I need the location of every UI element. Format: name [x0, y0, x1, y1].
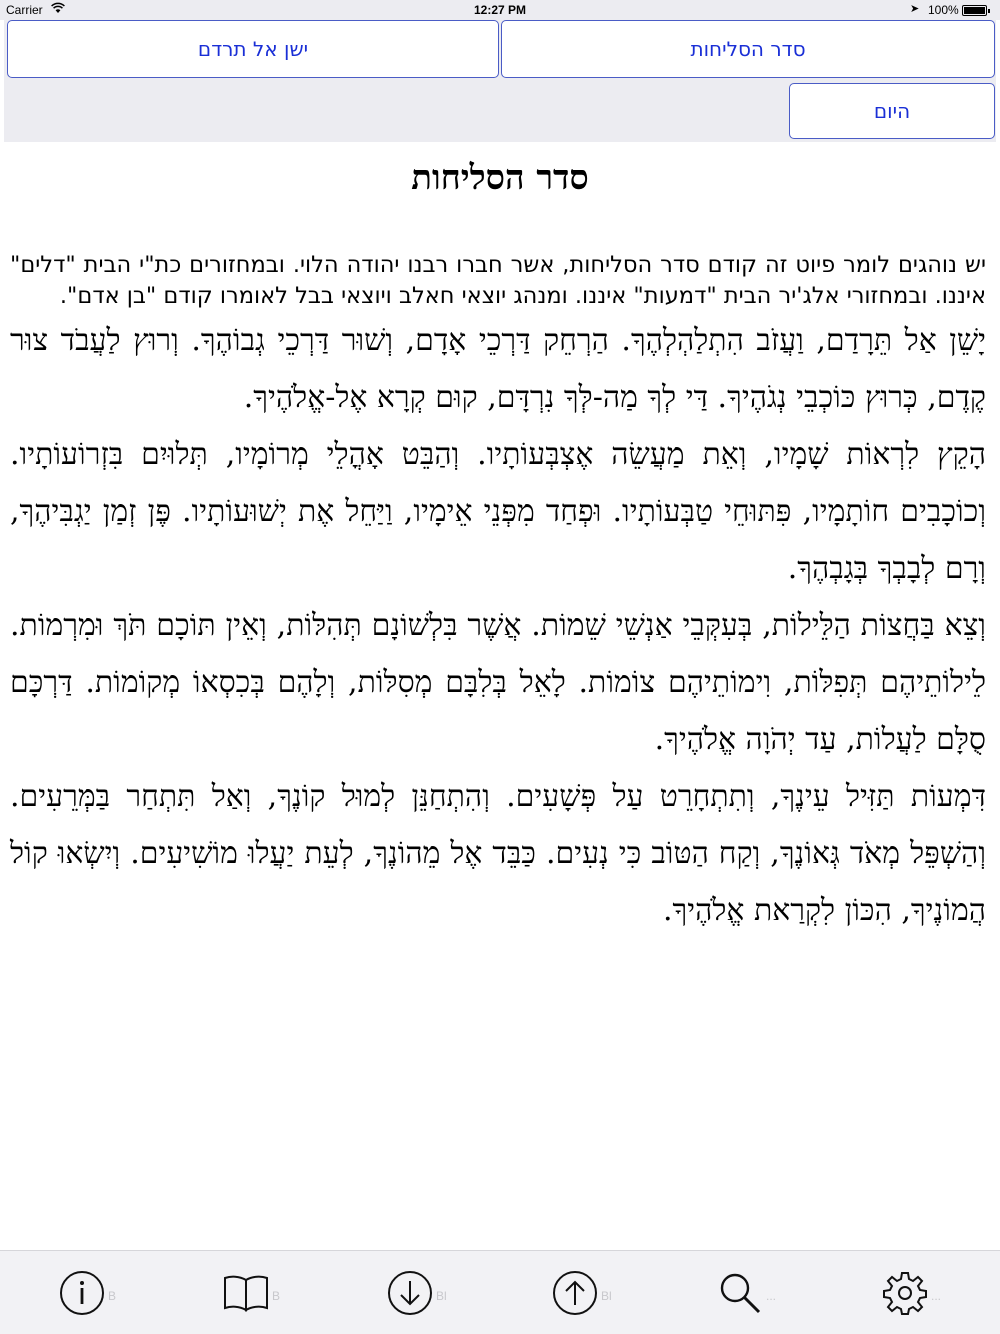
toolbar-label: Bl	[436, 1289, 447, 1303]
intro-text: יש נוהגים לומר פיוט זה קודם סדר הסליחות, אשר חברו רבנו יהודה הלוי. ובמחזורים כת"י הבית "דלים" איננו. ובמחזורי אלג'יר הבית "דמעות" איננו. ומנהג יוצאי חאלב ויוצאי בבל לאומרו קודם "בן אדם".	[10, 252, 986, 309]
toolbar-label: B	[108, 1289, 117, 1303]
gear-icon	[880, 1268, 930, 1322]
toolbar-label: ...	[766, 1289, 777, 1303]
carrier-label: Carrier	[6, 3, 43, 17]
sleep-button[interactable]: ישן אל תרדם	[7, 20, 499, 78]
stanza: יָשֵׁן אַל תֵּרָדַם, וַעֲזֹב הִתְלַהְלְהֶךָ. הַרְחֵק דַּרְכֵי אָדָם, וְשׁוּר דַּרְכֵי גְבוֹהֶךָ. וְרוּץ לַעֲבֹד צוּר קֶדֶם, כְּרוּץ כּוֹכְבֵי נְגֹהֶיךָ. דַּי לְךָ מַה-לְּךָ נִרְדָּם, קוּם קְרָא אֶל-אֱלֹהֶיךָ.	[10, 323, 986, 415]
battery-icon	[962, 5, 987, 16]
bottom-toolbar	[0, 1250, 1000, 1334]
stanza: דִּמְעוֹת תַּזִּיל עֵינֶךָ, וְתִתְחָרֵט עַל פְּשָׁעִים. וְהִתְחַנֵּן לְמוּל קוֹנֶךָ, וְאַל תִּתְחַר בַּמְּרֵעִים. וְהַשְׁפֵּל מְאֹד גְּאוֹנֶךָ, וְקַח הַטּוֹב כִּי נְעִים. כַּבֵּד אֶל מֵהוֹנֶךָ, לְעֵת יַעֲלוּ מוֹשִׁיעִים. וְיִשְׂאוּ קוֹל הֲמוֹנֶיךָ, הִכּוֹן לִקְרַאת אֱלֹהֶיךָ.	[10, 779, 986, 928]
search-icon	[715, 1268, 765, 1322]
text-content[interactable]	[6, 142, 994, 1248]
navigation-panel	[4, 20, 996, 142]
arrow-up-circle-icon	[550, 1268, 600, 1322]
status-bar	[0, 0, 1000, 20]
selichot-order-button[interactable]: סדר הסליחות	[501, 20, 995, 78]
book-icon	[221, 1268, 271, 1322]
info-button[interactable]	[52, 1265, 117, 1325]
stanza: וְצֵא בַּחֲצוֹת הַלֵּילוֹת, בְּעִקְּבֵי אַנְשֵׁי שֵׁמוֹת. אֲשֶׁר בִּלְשׁוֹנָם תְּהִלּוֹת, וְאֵין תּוֹכָם תֹּךְ וּמִרְמוֹת. לֵילוֹתֵיהֶם תְּפִלּוֹת, וִימוֹתֵיהֶם צוֹמוֹת. לָאֵל בְּלִבָּם מְסִלּוֹת, וְלָהֶם בְּכִסְאוֹ מְקוֹמוֹת. דַּרְכָּם סֻלָּם לַעֲלוֹת, עַד יְהֹוָה אֱלֹהֶיךָ.	[10, 608, 986, 757]
battery-percentage: 100%	[928, 3, 959, 17]
toolbar-label: B	[272, 1289, 281, 1303]
today-button[interactable]: היום	[789, 83, 995, 139]
settings-button[interactable]	[875, 1265, 942, 1325]
location-arrow-icon: ➤	[910, 3, 920, 15]
scroll-up-button[interactable]	[545, 1265, 612, 1325]
page-title: סדר הסליחות	[411, 158, 589, 198]
search-button[interactable]	[710, 1265, 777, 1325]
arrow-down-circle-icon	[385, 1268, 435, 1322]
book-button[interactable]	[216, 1265, 281, 1325]
scroll-down-button[interactable]	[380, 1265, 447, 1325]
toolbar-label: Bl	[601, 1289, 612, 1303]
stanza: הָקֵץ לִרְאוֹת שָׁמָיו, וְאֵת מַעֲשֵׂה אֶצְבְּעוֹתָיו. וְהַבֵּט אָהֳלֵי מְרוֹמָיו, תְּלוּיִם בִּזְרוֹעוֹתָיו. וְכוֹכָבִים חוֹתָמָיו, פִּתּוּחֵי טַבְּעוֹתָיו. וּפְחַד מִפְּנֵי אֵימָיו, וַיַּחֵל אֶת יְשׁוּעוֹתָיו. פֶּן זְמַן יַגְבִּיהֶךָ, וְרָם לְבָבְךָ בְּגָבְהֶךָ.	[10, 437, 986, 586]
toolbar-label: ...	[931, 1289, 942, 1303]
clock: 12:27 PM	[473, 3, 527, 17]
info-icon	[57, 1268, 107, 1322]
